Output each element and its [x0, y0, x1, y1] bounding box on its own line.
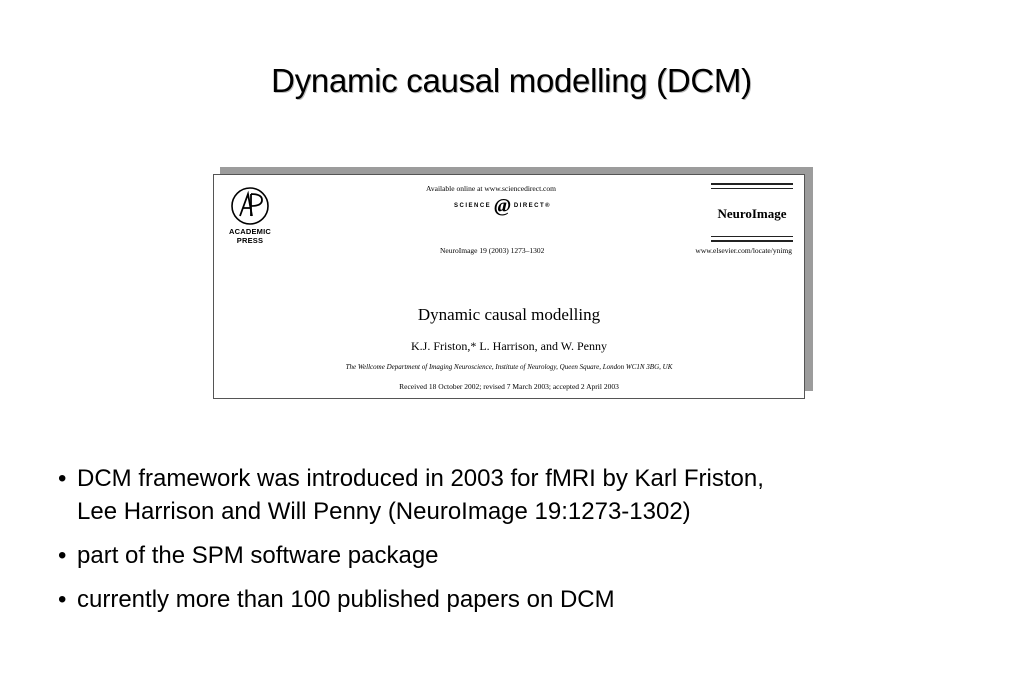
paper-dates: Received 18 October 2002; revised 7 March 2003; accepted 2 April 2003 [399, 382, 619, 391]
publisher-name [220, 227, 280, 245]
journal-rule-bottom [711, 240, 793, 242]
bullet-marker: • [58, 542, 67, 569]
journal-rule-top [711, 183, 793, 185]
bullet-marker: • [58, 465, 67, 492]
journal-name: NeuroImage [717, 206, 787, 221]
bullet-text: part of the SPM software package [77, 542, 439, 569]
publisher-name-line2: PRESS [236, 236, 264, 245]
academic-press-logo-icon [229, 185, 271, 227]
publisher-name-line1: ACADEMIC [228, 227, 271, 236]
bullet-text-line2: Lee Harrison and Will Penny (NeuroImage 19:1273-1302) [77, 498, 691, 525]
sciencedirect-at-icon: @ [494, 195, 511, 217]
bullet-item [58, 462, 978, 528]
academic-press-logo [220, 185, 280, 245]
paper-authors: K.J. Friston,* L. Harrison, and W. Penny [411, 339, 607, 353]
sciencedirect-left: SCIENCE [454, 203, 492, 209]
journal-rule-bottom-thin [711, 236, 793, 237]
journal-rule-top-thin [711, 188, 793, 189]
paper-affiliation: The Wellcome Department of Imaging Neuroscience, Institute of Neurology, Queen Square, London WC1N 3BG, UK [345, 363, 673, 371]
bullet-text-line1: DCM framework was introduced in 2003 for fMRI by Karl Friston, [77, 465, 764, 492]
sciencedirect-right: DIRECT® [513, 203, 552, 209]
slide-title: Dynamic causal modelling (DCM) [271, 62, 752, 99]
paper-header-figure [213, 174, 805, 399]
bullet-item [58, 539, 978, 572]
bullet-item [58, 583, 978, 616]
bullet-text: currently more than 100 published papers on DCM [77, 586, 615, 613]
sciencedirect-logo [454, 197, 551, 215]
journal-citation: NeuroImage 19 (2003) 1273–1302 [440, 246, 545, 255]
bullet-marker: • [58, 586, 67, 613]
bullet-text [77, 462, 978, 528]
bullet-list [58, 462, 978, 627]
available-online-text: Available online at www.sciencedirect.com [426, 184, 556, 193]
paper-title: Dynamic causal modelling [417, 305, 601, 324]
journal-url: www.elsevier.com/locate/ynimg [695, 246, 792, 255]
